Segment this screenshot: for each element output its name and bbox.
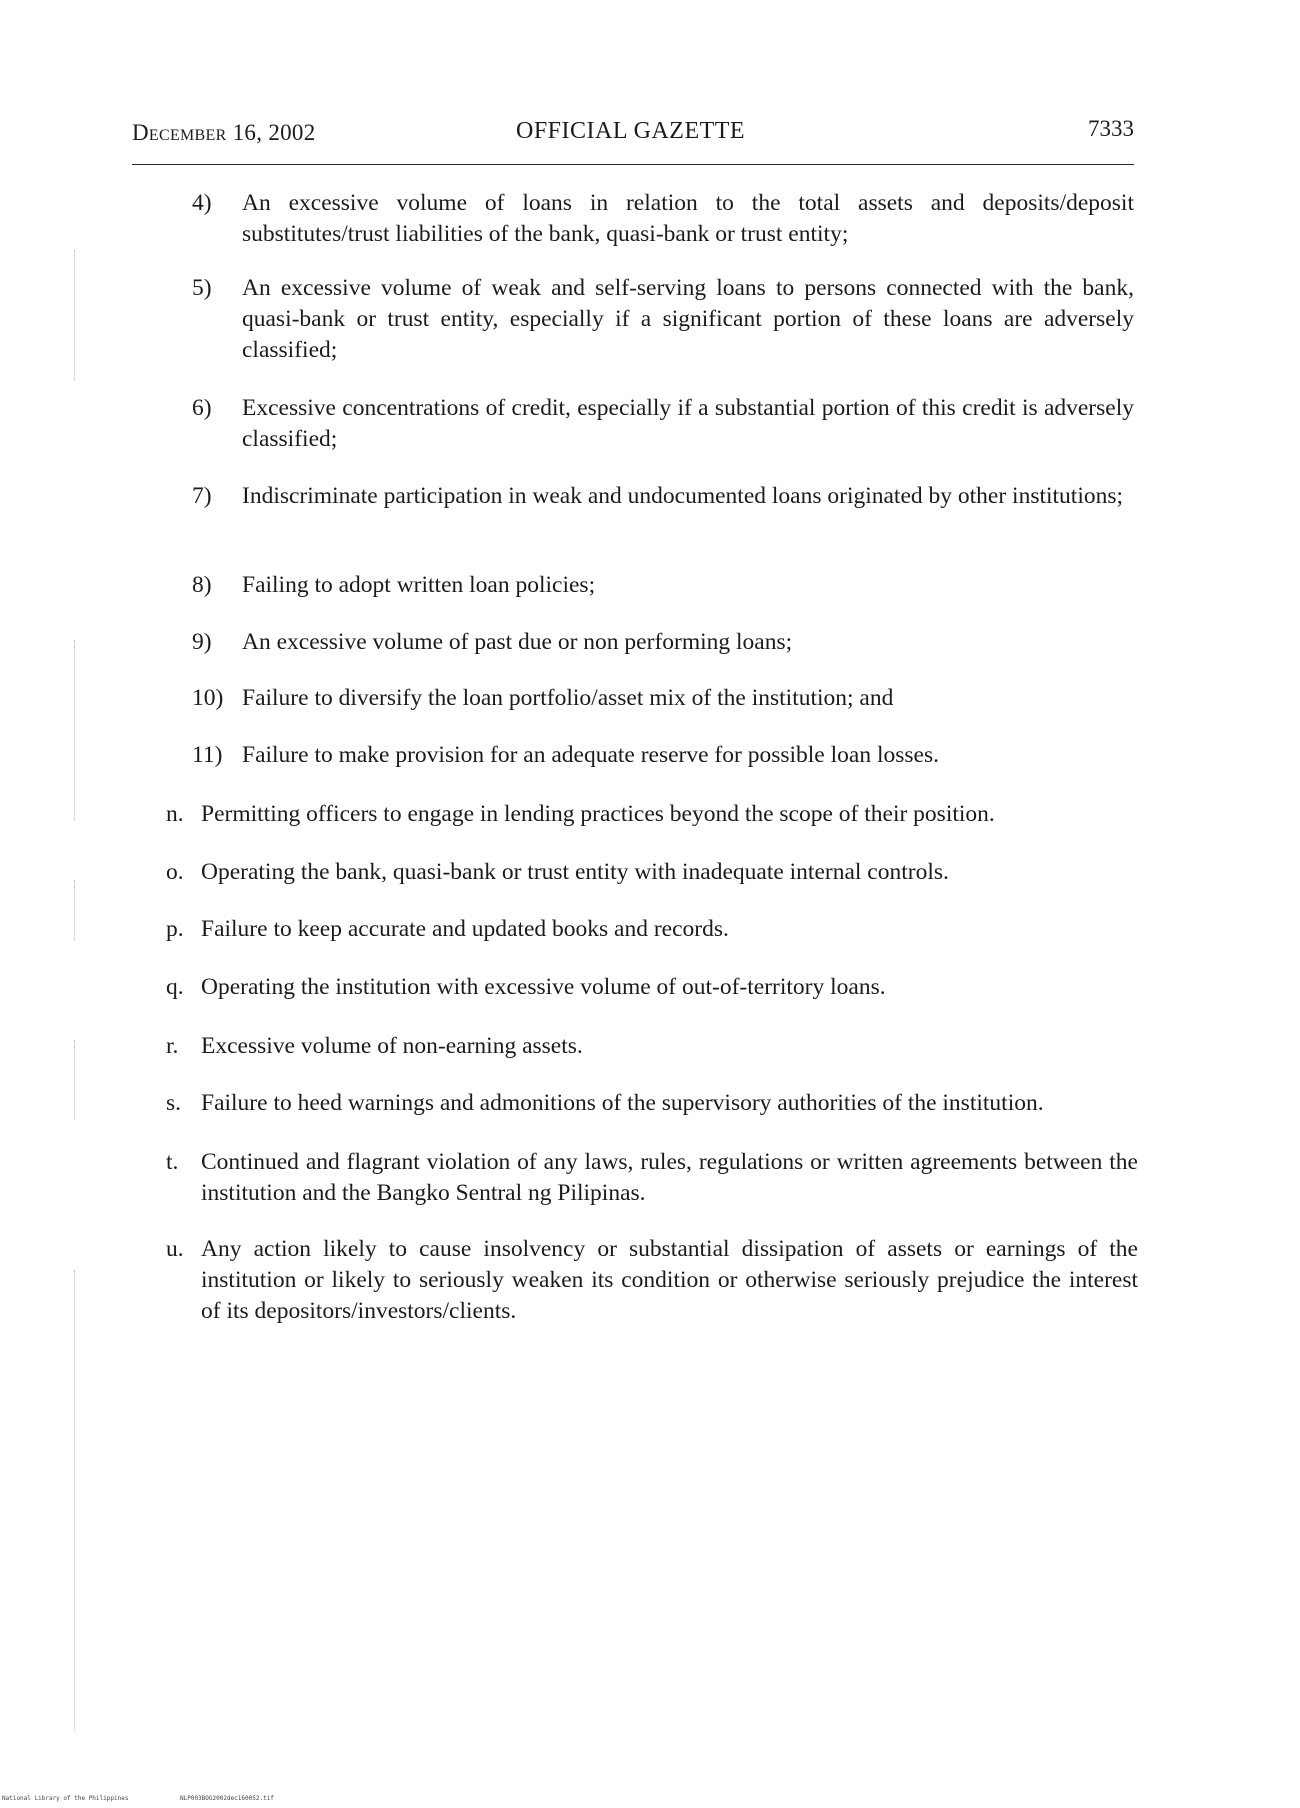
item-text: Excessive volume of non-earning assets. [201,1033,583,1059]
item-text: Any action likely to cause insolvency or substantial dissipation of assets or earnings of the institution or likely to seriously weaken its condition or otherwise seriously prejudice the interest of its depositors/investors/clients. [201,1236,1138,1324]
list-item [166,799,1138,830]
footer-library: National Library of the Philippines [2,1795,129,1802]
item-text: Operating the institution with excessive volume of out-of-territory loans. [201,974,886,1000]
item-text: Continued and flagrant violation of any laws, rules, regulations or written agreements between the institution and the Bangko Sentral ng Pilipinas. [201,1149,1138,1206]
list-item [192,627,1134,658]
footer-file-id: NLP003BOG2002dec160052.tif [180,1795,274,1802]
list-item [166,1234,1138,1327]
item-text: An excessive volume of past due or non performing loans; [242,629,793,655]
item-label: 5) [192,275,212,301]
item-text: Indiscriminate participation in weak and undocumented loans originated by other institutions; [242,483,1124,509]
item-label: q. [166,974,184,1000]
page-number: 7333 [1088,116,1134,141]
item-label: o. [166,859,184,885]
item-label: t. [166,1149,179,1175]
header-date: December 16, 2002 [132,120,316,145]
list-item [192,570,1134,601]
item-text: Failure to heed warnings and admonitions of the supervisory authorities of the institution. [201,1090,1044,1116]
item-label: 8) [192,572,212,598]
item-label: 7) [192,483,212,509]
list-item [192,188,1134,250]
item-text: An excessive volume of weak and self-serving loans to persons connected with the bank, quasi-bank or trust entity, especially if a significant portion of these loans are adversely classified; [242,275,1134,363]
scan-artifact [74,250,79,380]
scan-artifact [74,880,79,940]
item-text: Operating the bank, quasi-bank or trust entity with inadequate internal controls. [201,859,949,885]
list-item [166,1088,1138,1119]
item-label: 10) [192,685,224,711]
list-item [192,683,1134,714]
item-text: Failing to adopt written loan policies; [242,572,596,598]
list-item [192,393,1134,455]
page-header [132,116,1134,165]
item-label: u. [166,1236,184,1262]
list-item [166,1031,1138,1062]
item-label: 6) [192,395,212,421]
item-text: An excessive volume of loans in relation to the total assets and deposits/deposit substitutes/trust liabilities of the bank, quasi-bank or trust entity; [242,190,1134,247]
list-item [192,273,1134,366]
scan-artifact [74,1270,79,1730]
item-label: 4) [192,190,212,216]
item-label: s. [166,1090,182,1116]
item-text: Permitting officers to engage in lending practices beyond the scope of their position. [201,801,995,827]
item-text: Failure to keep accurate and updated books and records. [201,916,729,942]
header-title: OFFICIAL GAZETTE [516,118,746,144]
list-item [166,914,1138,945]
item-label: r. [166,1033,179,1059]
item-text: Failure to make provision for an adequate reserve for possible loan losses. [242,742,939,768]
list-item [166,972,1138,1003]
list-item [166,1147,1138,1209]
item-text: Failure to diversify the loan portfolio/asset mix of the institution; and [242,685,894,711]
item-label: n. [166,801,184,827]
item-label: 11) [192,742,223,768]
list-item [192,740,1134,771]
scan-artifact [74,640,79,820]
item-label: 9) [192,629,212,655]
item-text: Excessive concentrations of credit, especially if a substantial portion of this credit is adversely classified; [242,395,1134,452]
scan-artifact [74,1040,79,1120]
list-item [166,857,1138,888]
item-label: p. [166,916,184,942]
list-item [192,481,1134,512]
